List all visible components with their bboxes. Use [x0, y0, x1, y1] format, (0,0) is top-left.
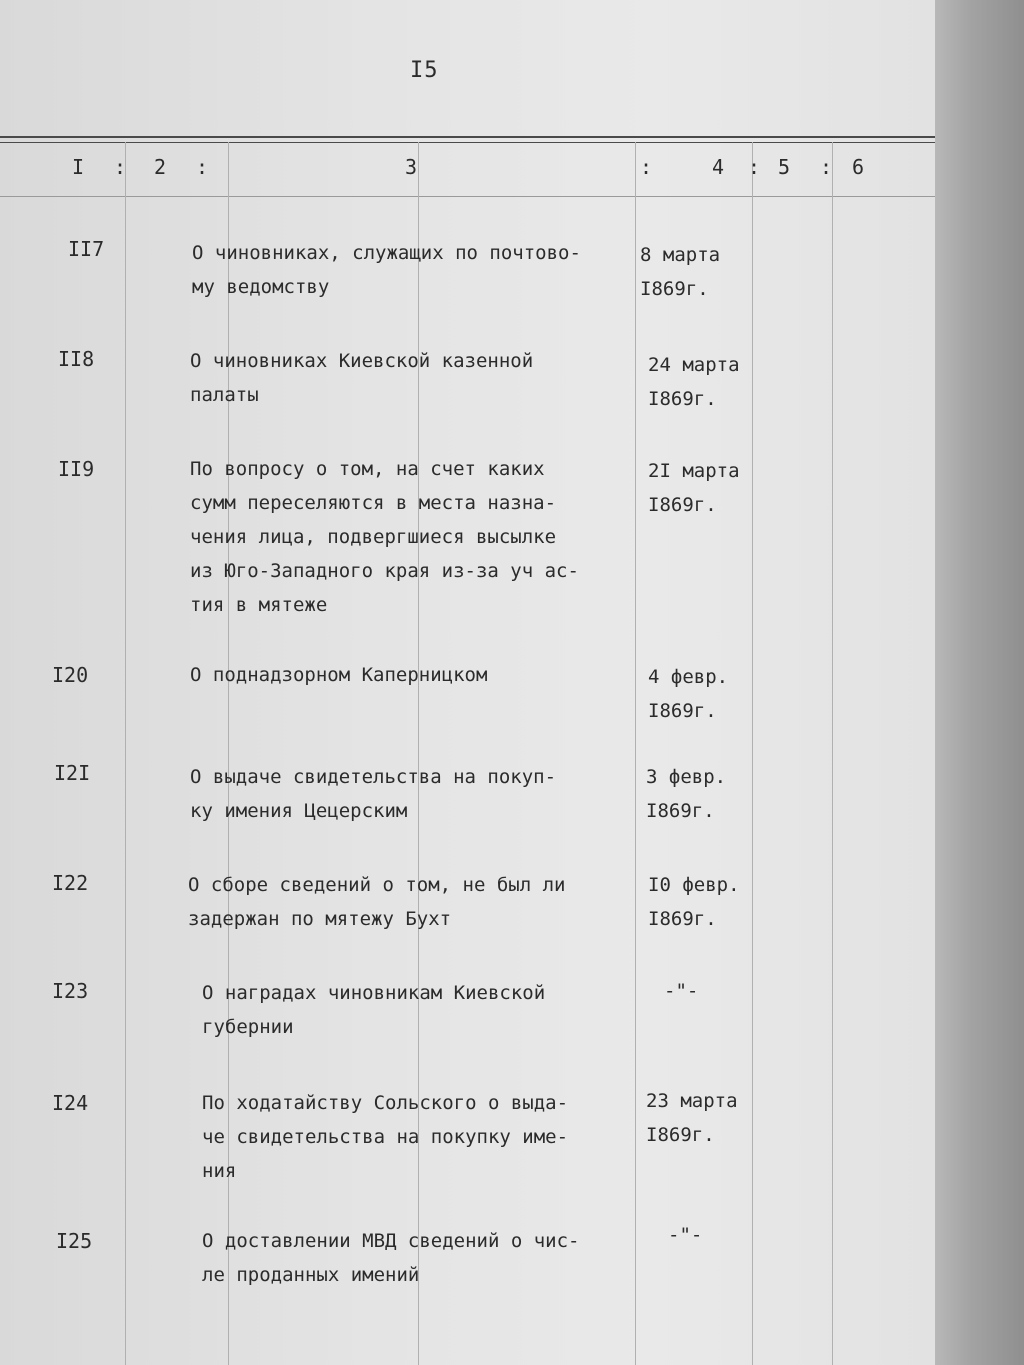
- date-line: I869г.: [648, 388, 717, 410]
- column-divider: [635, 142, 636, 1365]
- entry-date: [646, 760, 726, 828]
- date-line: I869г.: [646, 1124, 715, 1146]
- entry-number: I25: [56, 1229, 93, 1253]
- desc-line: сумм переселяются в места назна-: [190, 492, 557, 514]
- entry-description: [192, 236, 581, 304]
- entry-description: [190, 658, 487, 692]
- header-separator: :: [640, 155, 653, 179]
- date-line: -"-: [664, 980, 699, 1002]
- desc-line: О сборе сведений о том, не был ли: [188, 874, 566, 896]
- entry-date: [668, 1218, 702, 1252]
- entry-number: I2I: [54, 761, 91, 785]
- header-separator: :: [114, 155, 127, 179]
- entry-description: [202, 1224, 580, 1292]
- date-line: -"-: [668, 1224, 703, 1246]
- date-line: 2I марта: [648, 460, 740, 482]
- entry-number: II8: [58, 347, 95, 371]
- entry-number: II9: [58, 457, 95, 481]
- column-divider: [832, 142, 833, 1365]
- entry-description: [190, 452, 579, 622]
- desc-line: О чиновниках Киевской казенной: [190, 350, 534, 372]
- date-line: I869г.: [648, 494, 717, 516]
- entry-date: [648, 660, 728, 728]
- desc-line: О наградах чиновникам Киевской: [202, 982, 546, 1004]
- date-line: 23 марта: [646, 1090, 738, 1112]
- desc-line: палаты: [190, 384, 259, 406]
- desc-line: ку имения Цецерским: [190, 800, 408, 822]
- desc-line: задержан по мятежу Бухт: [188, 908, 452, 930]
- entry-date: [664, 974, 698, 1008]
- entry-number: I23: [52, 979, 89, 1003]
- page-edge-shadow: [935, 0, 1024, 1365]
- date-line: I869г.: [648, 908, 717, 930]
- desc-line: губернии: [202, 1016, 294, 1038]
- header-second-rule: [0, 142, 935, 143]
- entry-number: I20: [52, 663, 89, 687]
- desc-line: му ведомству: [192, 276, 330, 298]
- entry-date: [648, 348, 740, 416]
- header-col-3: 3: [405, 155, 418, 179]
- desc-line: По ходатайству Сольского о выда-: [202, 1092, 569, 1114]
- column-divider: [125, 142, 126, 1365]
- column-divider: [752, 142, 753, 1365]
- desc-line: ле проданных имений: [202, 1264, 420, 1286]
- header-col-2: 2: [154, 155, 167, 179]
- header-bottom-rule: [0, 196, 935, 197]
- entry-number: I22: [52, 871, 89, 895]
- entry-date: [640, 238, 720, 306]
- entry-description: [190, 344, 533, 412]
- date-line: I869г.: [648, 700, 717, 722]
- entry-description: [188, 868, 566, 936]
- entry-number: I24: [52, 1091, 89, 1115]
- date-line: 4 февр.: [648, 666, 729, 688]
- desc-line: ния: [202, 1160, 237, 1182]
- page-number: I5: [410, 58, 439, 83]
- date-line: 24 марта: [648, 354, 740, 376]
- header-separator: :: [196, 155, 209, 179]
- entry-date: [648, 868, 740, 936]
- desc-line: По вопросу о том, на счет каких: [190, 458, 545, 480]
- date-line: 3 февр.: [646, 766, 727, 788]
- entry-description: [202, 1086, 568, 1188]
- header-col-1: I: [72, 155, 85, 179]
- entry-date: [646, 1084, 738, 1152]
- desc-line: О поднадзорном Каперницком: [190, 664, 488, 686]
- header-col-4: 4: [712, 155, 725, 179]
- desc-line: О выдаче свидетельства на покуп-: [190, 766, 557, 788]
- date-line: I0 февр.: [648, 874, 740, 896]
- entry-description: [202, 976, 545, 1044]
- header-col-6: 6: [852, 155, 865, 179]
- entry-number: II7: [68, 237, 105, 261]
- entry-description: [190, 760, 556, 828]
- header-col-5: 5: [778, 155, 791, 179]
- desc-line: О доставлении МВД сведений о чис-: [202, 1230, 580, 1252]
- desc-line: тия в мятеже: [190, 594, 328, 616]
- header-top-rule: [0, 136, 935, 138]
- entry-date: [648, 454, 740, 522]
- date-line: I869г.: [646, 800, 715, 822]
- header-separator: :: [820, 155, 833, 179]
- header-separator: :: [748, 155, 761, 179]
- desc-line: из Юго-Западного края из-за уч ас-: [190, 560, 579, 582]
- date-line: 8 марта: [640, 244, 721, 266]
- desc-line: О чиновниках, служащих по почтово-: [192, 242, 581, 264]
- date-line: I869г.: [640, 278, 709, 300]
- desc-line: че свидетельства на покупку име-: [202, 1126, 569, 1148]
- desc-line: чения лица, подвергшиеся высылке: [190, 526, 557, 548]
